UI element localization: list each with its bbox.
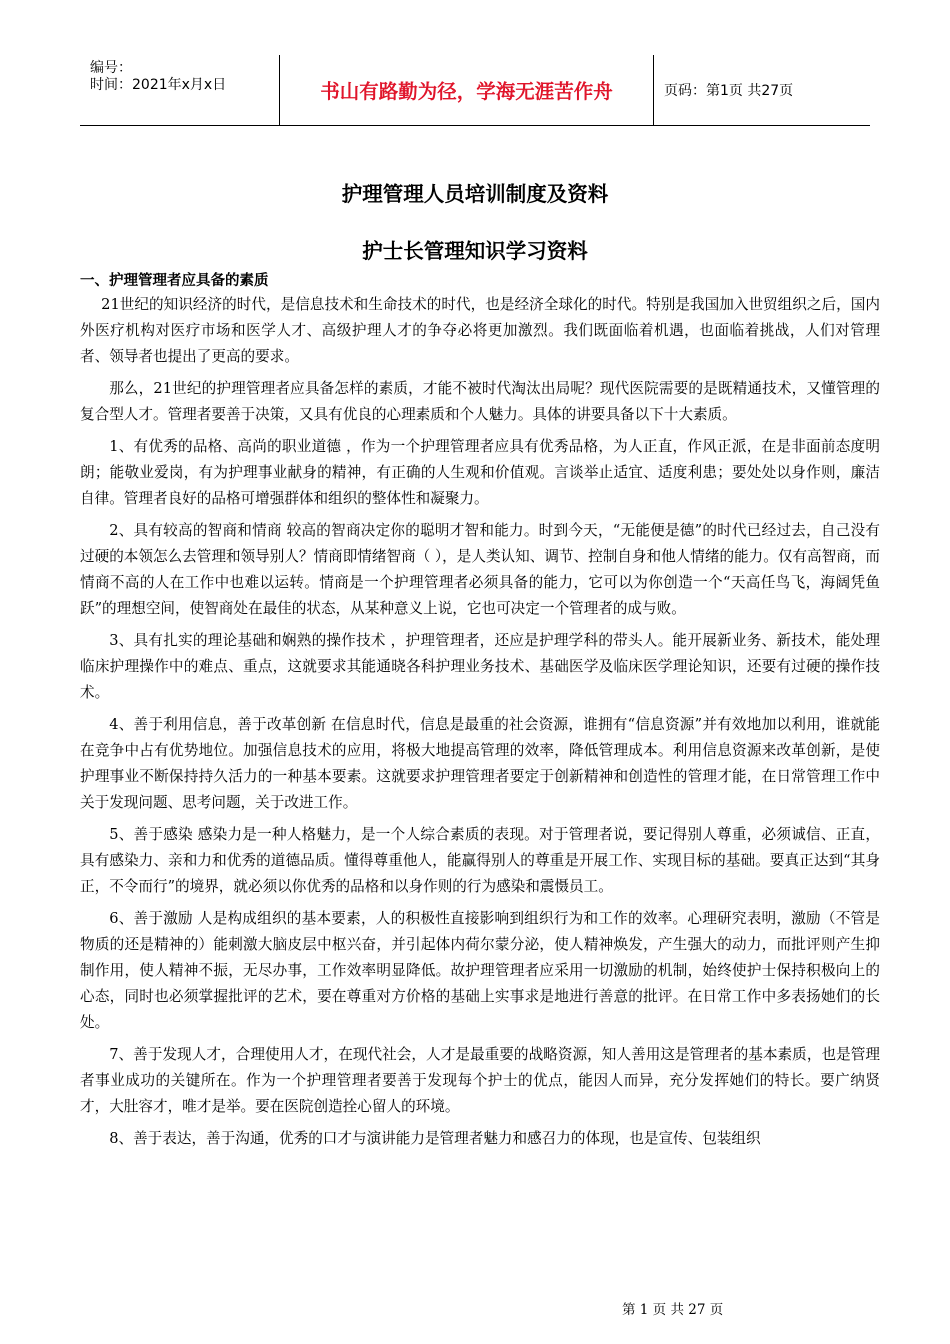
paragraph-quality-5: 5、善于感染 感染力是一种人格魅力，是一个人综合素质的表现。对于管理者说，要记得别人尊重，必须诚信、正直，具有感染力、亲和力和优秀的道德品质。懂得尊重他人，能赢得别人的尊重是开展工作、实现目标的基础。要真正达到“其身正，不令而行”的境界，就必须以你优秀的品格和以身作则的行为感染和震慑员工。 [80, 826, 880, 895]
paragraph-overview: 那么，21世纪的护理管理者应具备怎样的素质，才能不被时代淘汰出局呢？现代医院需要的是既精通技术，又懂管理的复合型人才。管理者要善于决策，又具有优良的心理素质和个人魅力。具体的讲要具备以下十大素质。 [80, 380, 880, 423]
page-header [80, 55, 870, 126]
paragraph-quality-4: 4、善于利用信息，善于改革创新 在信息时代，信息是最重的社会资源，谁拥有“信息资源”并有效地加以利用，谁就能在竞争中占有优势地位。加强信息技术的应用，将极大地提高管理的效率，降低管理成本。利用信息资源来改革创新，是使护理事业不断保持持久活力的一种基本要素。这就要求护理管理者要定于创新精神和创造性的管理才能，在日常管理工作中关于发现问题、思考问题，关于改进工作。 [80, 716, 880, 811]
paragraph-quality-7: 7、善于发现人才，合理使用人才，在现代社会，人才是最重要的战略资源，知人善用这是管理者的基本素质，也是管理者事业成功的关键所在。作为一个护理管理者要善于发现每个护士的优点，能因人而异，充分发挥她们的特长。要广纳贤才，大肚容才，唯才是举。要在医院创造拴心留人的环境。 [80, 1046, 880, 1115]
page-footer: 第 1 页 共 27 页 [622, 1302, 724, 1318]
number-label: 编号： [90, 60, 132, 76]
time-label: 时间：2021年x月x日 [90, 77, 227, 93]
paragraph-quality-2: 2、具有较高的智商和情商 较高的智商决定你的聪明才智和能力。时到今天，“无能便是德”的时代已经过去，自己没有过硬的本领怎么去管理和领导别人？情商即情绪智商（ ），是人类认知、调节、控制自身和他人情绪的能力。仅有高智商，而情商不高的人在工作中也难以运转。情商是一个护理管理者必须具备的能力，它可以为你创造一个“天高任鸟飞，海阔凭鱼跃”的理想空间，使智商处在最佳的状态，从某种意义上说，它也可决定一个管理者的成与败。 [80, 522, 881, 617]
document-subtitle: 护士长管理知识学习资料 [362, 239, 588, 263]
paragraph-quality-3: 3、具有扎实的理论基础和娴熟的操作技术 ，护理管理者，还应是护理学科的带头人。能开展新业务、新技术，能处理临床护理操作中的难点、重点，这就要求其能通晓各科护理业务技术、基础医学及临床医学理论知识，还要有过硬的操作技术。 [80, 632, 880, 701]
body-text [80, 292, 880, 1152]
section-heading: 一、护理管理者应具备的素质 [80, 273, 269, 289]
header-page-label: 页码：第1页 共27页 [664, 83, 794, 99]
paragraph-quality-6: 6、善于激励 人是构成组织的基本要素，人的积极性直接影响到组织行为和工作的效率。心理研究表明，激励（不管是物质的还是精神的）能刺激大脑皮层中枢兴奋，并引起体内荷尔蒙分泌，使人精神焕发，产生强大的动力，而批评则产生抑制作用，使人精神不振，无尽办事，工作效率明显降低。故护理管理者应采用一切激励的机制，始终使护士保持积极向上的心态，同时也必须掌握批评的艺术，要在尊重对方价格的基础上实事求是地进行善意的批评。在日常工作中多表扬她们的长处。 [80, 910, 880, 1031]
paragraph-quality-1: 1、有优秀的品格、高尚的职业道德 ，作为一个护理管理者应具有优秀品格，为人正直，作风正派，在是非面前态度明朗；能敬业爱岗，有为护理事业献身的精神，有正确的人生观和价值观。言谈举止适宜、适度利患；要处处以身作则，廉洁自律。管理者良好的品格可增强群体和组织的整体性和凝聚力。 [80, 438, 880, 507]
document-title: 护理管理人员培训制度及资料 [341, 182, 609, 206]
paragraph-quality-8: 8、善于表达，善于沟通，优秀的口才与演讲能力是管理者魅力和感召力的体现，也是宣传、包装组织 [109, 1130, 761, 1147]
header-meta [80, 55, 280, 125]
paragraph-intro: 21世纪的知识经济的时代，是信息技术和生命技术的时代，也是经济全球化的时代。特别是我国加入世贸组织之后，国内外医疗机构对医疗市场和医学人才、高级护理人才的争夺必将更加激烈。我们既面临着机遇，也面临着挑战，人们对管理者、领导者也提出了更高的要求。 [80, 296, 880, 365]
header-motto: 书山有路勤为径，学海无涯苦作舟 [280, 55, 654, 125]
